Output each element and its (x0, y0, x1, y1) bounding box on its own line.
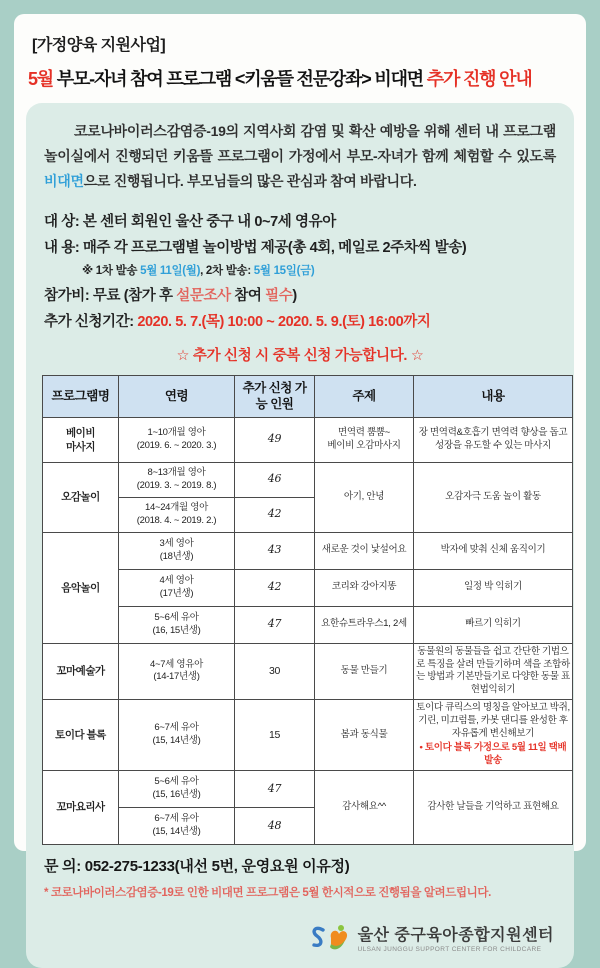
age-cell (119, 808, 235, 845)
fee-post: ) (292, 287, 297, 304)
intro-highlight-untact: 비대면 (44, 173, 84, 190)
fee-pre: 무료 (참가 후 (92, 287, 177, 304)
info-fee (44, 283, 556, 310)
target-value: 본 센터 회원인 울산 중구 내 0~7세 영유아 (82, 213, 336, 230)
table-row (43, 643, 573, 699)
dispatch-mid: , 2차 발송: (200, 265, 254, 278)
topic-cell: 봄과 동식물 (315, 699, 414, 770)
table-row (43, 569, 573, 606)
age-line: (18년생) (159, 550, 194, 562)
age-line: (14-17년생) (153, 671, 200, 683)
fee-label: 참가비: (44, 287, 93, 304)
fee-mid: 참여 (230, 287, 266, 304)
topic-line: 베이비 오감마사지 (327, 439, 401, 451)
program-name: 음악놀이 (43, 532, 119, 643)
age-cell (119, 643, 235, 699)
age-cell (119, 771, 235, 808)
age-cell (119, 699, 235, 770)
age-line: (2019. 6. ~ 2020. 3.) (136, 439, 217, 451)
content-panel (26, 103, 574, 968)
intro-part1: 코로나바이러스감염증-19의 지역사회 감염 및 확산 예방을 위해 센터 내 프로그램 놀이실에서 진행되던 키움뜰 프로그램이 가정에서 부모-자녀가 함께 체험할 수 있도록 (44, 123, 556, 165)
intro-part2: 으로 진행됩니다. 부모님들의 많은 관심과 참여 바랍니다. (83, 173, 417, 190)
topic-cell: 동물 만들기 (315, 643, 414, 699)
age-line: 4~7세 영유아 (149, 658, 204, 670)
content-cell: 감사한 날들을 기억하고 표현해요 (414, 771, 573, 845)
title-month: 5월 (28, 69, 53, 89)
col-header-topic: 주제 (315, 376, 414, 418)
content-text: 토이다 큐릭스의 명칭을 알아보고 박쥐, 기린, 미끄럼틀, 카봇 댄디를 완성한 후 자유롭게 변신해보기 (416, 701, 570, 739)
info-content (44, 235, 556, 262)
period-value: 2020. 5. 7.(목) 10:00 ~ 2020. 5. 9.(토) 16:00까지 (137, 314, 431, 331)
info-target (44, 209, 556, 236)
table-row (43, 462, 573, 497)
age-line: 3세 영아 (159, 537, 194, 549)
topic-cell: 감사해요^^ (315, 771, 414, 845)
capacity-cell: 46 (235, 462, 315, 497)
content-cell: 장 면역력&호흡기 면역력 향상을 돕고 성장을 유도할 수 있는 마사지 (414, 417, 573, 462)
program-name: 토이다 블록 (43, 699, 119, 770)
program-name: 오감놀이 (43, 462, 119, 532)
duplicate-apply-note: ☆ 추가 신청 시 중복 신청 가능합니다. ☆ (176, 348, 424, 365)
age-line: 14~24개월 영아 (144, 501, 209, 513)
content-cell: 오감자극 도움 놀이 활동 (414, 462, 573, 532)
age-cell (119, 417, 235, 462)
fee-required: 필수 (265, 287, 293, 304)
center-name-english: ULSAN JUNGGU SUPPORT CENTER FOR CHILDCARE (357, 945, 542, 953)
age-line: (15, 14년생) (152, 826, 201, 838)
col-header-content: 내용 (414, 376, 573, 418)
table-row (43, 699, 573, 770)
program-name: 꼬마요리사 (43, 771, 119, 845)
dispatch-note (82, 262, 558, 280)
title-main: 부모-자녀 참여 프로그램 <키움뜰 전문강좌> 비대면 (53, 69, 427, 89)
capacity-cell: 47 (235, 771, 315, 808)
age-cell (119, 606, 235, 643)
delivery-note: • 토이다 블록 가정으로 5월 11일 택배 발송 (419, 742, 567, 767)
dispatch-prefix: ※ 1차 발송 (82, 265, 141, 278)
table-row (43, 417, 573, 462)
contact-line: 문 의: 052-275-1233(내선 5번, 운영요원 이유정) (44, 858, 350, 876)
age-line: 5~6세 유아 (154, 776, 199, 788)
age-line: 1~10개월 영아 (147, 426, 206, 438)
capacity-cell: 43 (235, 532, 315, 569)
age-line: 5~6세 유아 (154, 611, 199, 623)
topic-cell: 새로운 것이 낯설어요 (315, 532, 414, 569)
age-line: (17년생) (159, 587, 194, 599)
table-row (43, 606, 573, 643)
target-label: 대 상: (44, 213, 83, 230)
center-name: 울산 중구육아종합지원센터 (357, 927, 554, 945)
topic-cell (315, 417, 414, 462)
info-period (44, 309, 556, 336)
program-line: 베이비 (66, 426, 95, 439)
table-header-row (43, 376, 573, 418)
capacity-cell: 49 (235, 417, 315, 462)
content-cell: 동물원의 동물들을 쉽고 간단한 기법으로 특징을 살려 만들기하며 색을 조합하는 방법과 기본만들기로 다양한 동물 표현법익히기 (414, 643, 573, 699)
age-line: (15, 16년생) (152, 789, 201, 801)
program-name: 꼬마예술가 (43, 643, 119, 699)
center-logo-text (358, 927, 554, 953)
topic-cell: 요한슈트라우스1, 2세 (315, 606, 414, 643)
age-line: 8~13개월 영아 (147, 466, 206, 478)
capacity-cell: 48 (235, 808, 315, 845)
age-cell (119, 569, 235, 606)
topic-cell: 코리와 강아지똥 (315, 569, 414, 606)
covid-footnote: * 코로나바이러스감염증-19로 인한 비대면 프로그램은 5월 한시적으로 진행됨을 알려드립니다. (44, 887, 491, 900)
table-row (43, 532, 573, 569)
age-cell (119, 497, 235, 532)
content-cell: 빠르기 익히기 (414, 606, 573, 643)
age-line: (16, 15년생) (152, 624, 201, 636)
table-row (43, 771, 573, 808)
content-value: 매주 각 프로그램별 놀이방법 제공(총 4회, 메일로 2주차씩 발송) (82, 240, 467, 257)
intro-paragraph (44, 119, 556, 195)
capacity-cell: 15 (235, 699, 315, 770)
age-cell (119, 532, 235, 569)
program-line: 마사지 (66, 440, 95, 453)
topic-cell: 아기, 안녕 (315, 462, 414, 532)
notice-card (14, 14, 586, 953)
dispatch-date-1: 5월 11일(월) (140, 265, 201, 278)
page-title (28, 65, 572, 91)
content-cell: 박자에 맞춰 신체 움직이기 (414, 532, 573, 569)
title-suffix: 추가 진행 안내 (426, 69, 532, 89)
topic-line: 면역력 뿜뿜~ (338, 426, 390, 438)
content-label: 내 용: (44, 240, 83, 257)
col-header-capacity: 추가 신청 가능 인원 (235, 376, 315, 418)
program-table (42, 375, 573, 845)
age-line: (2019. 3. ~ 2019. 8.) (136, 479, 217, 491)
capacity-cell: 30 (235, 643, 315, 699)
center-logo (42, 924, 554, 956)
content-cell (414, 699, 573, 770)
capacity-cell: 47 (235, 606, 315, 643)
category-label: [가정양육 지원사업] (32, 37, 166, 54)
dispatch-date-2: 5월 15일(금) (253, 265, 315, 278)
age-line: (15, 14년생) (152, 734, 201, 746)
capacity-cell: 42 (235, 497, 315, 532)
age-line: (2018. 4. ~ 2019. 2.) (136, 514, 217, 526)
fee-survey: 설문조사 (176, 287, 231, 304)
col-header-program: 프로그램명 (43, 376, 119, 418)
age-line: 4세 영아 (159, 574, 194, 586)
age-line: 6~7세 유아 (154, 722, 199, 734)
center-logo-icon (310, 924, 352, 956)
content-cell: 일정 박 익히기 (414, 569, 573, 606)
capacity-cell: 42 (235, 569, 315, 606)
program-name (43, 417, 119, 462)
age-cell (119, 462, 235, 497)
col-header-age: 연령 (119, 376, 235, 418)
period-label: 추가 신청기간: (44, 314, 138, 331)
age-line: 6~7세 유아 (154, 813, 199, 825)
